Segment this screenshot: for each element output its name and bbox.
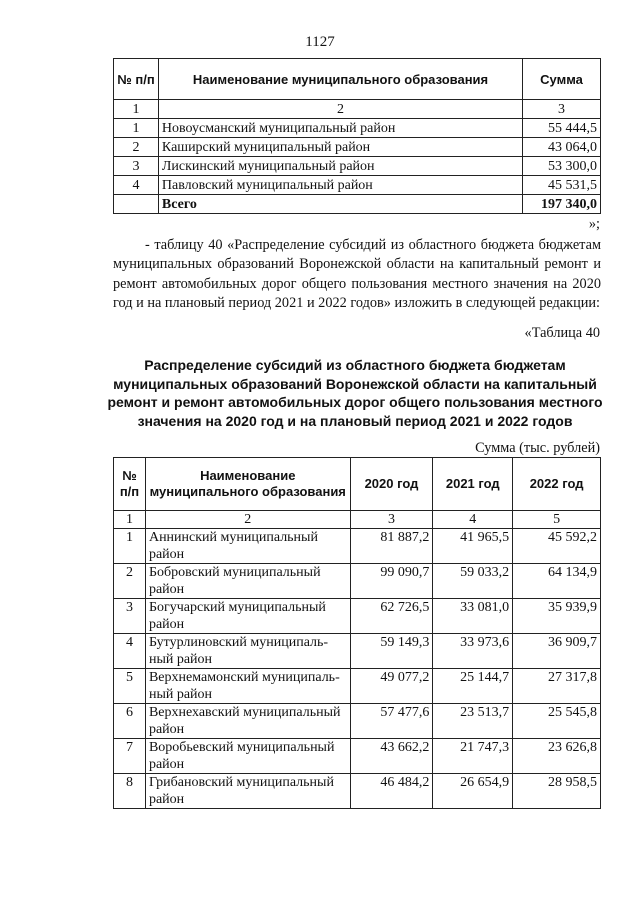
total-empty-cell [114, 195, 159, 214]
value-2022: 27 317,8 [513, 669, 601, 704]
total-label: Всего [158, 195, 522, 214]
row-number: 2 [114, 138, 159, 157]
value-2020: 46 484,2 [350, 774, 433, 809]
value-2022: 28 958,5 [513, 774, 601, 809]
value-2022: 25 545,8 [513, 704, 601, 739]
index-cell: 3 [350, 511, 433, 529]
sum-value: 43 064,0 [523, 138, 601, 157]
index-cell: 3 [523, 100, 601, 119]
col-header-number: № п/п [114, 59, 159, 100]
col-header-2022: 2022 год [513, 458, 601, 511]
municipality-name: Верхнехавский муниципальный район [145, 704, 350, 739]
value-2021: 41 965,5 [433, 529, 513, 564]
table-heading: Распределение субсидий из областного бюджета бюджетам муниципальных образований Воронежской области на капитальный ремонт и ремонт автомобильных дорог общего пользования местного значения на 2020 год и на плановый период 2021 и 2022 годов [107, 357, 603, 429]
sum-value: 55 444,5 [523, 119, 601, 138]
value-2020: 62 726,5 [350, 599, 433, 634]
row-number: 7 [114, 739, 146, 774]
row-number: 1 [114, 529, 146, 564]
value-2021: 23 513,7 [433, 704, 513, 739]
table-reference: «Таблица 40 [524, 325, 600, 341]
municipality-name: Каширский муниципальный район [158, 138, 522, 157]
table-header-row [114, 59, 601, 100]
table-row [114, 739, 601, 774]
value-2020: 59 149,3 [350, 634, 433, 669]
subsidy-table-by-year [113, 457, 601, 809]
value-2022: 23 626,8 [513, 739, 601, 774]
col-header-name: Наименование муниципального образования [145, 458, 350, 511]
municipality-name: Новоусманский муниципальный район [158, 119, 522, 138]
row-number: 3 [114, 599, 146, 634]
col-header-name: Наименование муниципального образования [158, 59, 522, 100]
value-2022: 36 909,7 [513, 634, 601, 669]
index-cell: 2 [158, 100, 522, 119]
table-header-row [114, 458, 601, 511]
value-2021: 33 973,6 [433, 634, 513, 669]
municipality-name: Воробьевский муниципальный район [145, 739, 350, 774]
municipality-name: Верхнемамонский муниципаль-ный район [145, 669, 350, 704]
table-row [114, 529, 601, 564]
col-header-number: № п/п [114, 458, 146, 511]
sum-value: 53 300,0 [523, 157, 601, 176]
col-header-2021: 2021 год [433, 458, 513, 511]
row-number: 8 [114, 774, 146, 809]
closing-quote: »; [588, 216, 600, 232]
value-2021: 21 747,3 [433, 739, 513, 774]
value-2022: 64 134,9 [513, 564, 601, 599]
index-cell: 5 [513, 511, 601, 529]
value-2020: 57 477,6 [350, 704, 433, 739]
table-row [114, 669, 601, 704]
row-number: 3 [114, 157, 159, 176]
table-total-row [114, 195, 601, 214]
sum-value: 45 531,5 [523, 176, 601, 195]
municipality-name: Бутурлиновский муниципаль-ный район [145, 634, 350, 669]
col-header-sum: Сумма [523, 59, 601, 100]
index-cell: 1 [114, 511, 146, 529]
row-number: 1 [114, 119, 159, 138]
row-number: 2 [114, 564, 146, 599]
row-number: 5 [114, 669, 146, 704]
total-value: 197 340,0 [523, 195, 601, 214]
table-index-row [114, 100, 601, 119]
index-cell: 1 [114, 100, 159, 119]
table-row [114, 119, 601, 138]
row-number: 4 [114, 634, 146, 669]
municipality-name: Аннинский муниципальный район [145, 529, 350, 564]
subsidy-table-summary [113, 58, 601, 214]
table-index-row [114, 511, 601, 529]
value-2022: 45 592,2 [513, 529, 601, 564]
table-row [114, 774, 601, 809]
value-2021: 59 033,2 [433, 564, 513, 599]
municipality-name: Богучарский муниципальный район [145, 599, 350, 634]
table-row [114, 564, 601, 599]
table-row [114, 599, 601, 634]
municipality-name: Грибановский муниципальный район [145, 774, 350, 809]
municipality-name: Лискинский муниципальный район [158, 157, 522, 176]
value-2021: 33 081,0 [433, 599, 513, 634]
value-2020: 81 887,2 [350, 529, 433, 564]
table-row [114, 157, 601, 176]
index-cell: 2 [145, 511, 350, 529]
units-note: Сумма (тыс. рублей) [475, 440, 600, 456]
value-2020: 49 077,2 [350, 669, 433, 704]
row-number: 4 [114, 176, 159, 195]
municipality-name: Павловский муниципальный район [158, 176, 522, 195]
table-row [114, 704, 601, 739]
row-number: 6 [114, 704, 146, 739]
value-2021: 25 144,7 [433, 669, 513, 704]
value-2020: 43 662,2 [350, 739, 433, 774]
page-number: 1127 [305, 34, 335, 50]
value-2021: 26 654,9 [433, 774, 513, 809]
table-row [114, 138, 601, 157]
table-row [114, 634, 601, 669]
col-header-2020: 2020 год [350, 458, 433, 511]
municipality-name: Бобровский муниципальный район [145, 564, 350, 599]
index-cell: 4 [433, 511, 513, 529]
table-row [114, 176, 601, 195]
value-2020: 99 090,7 [350, 564, 433, 599]
amendment-paragraph: - таблицу 40 «Распределение субсидий из областного бюджета бюджетам муниципальных образований Воронежской области на капитальный ремонт и ремонт автомобильных дорог общего пользования местного значения на 2020 год и на плановый период 2021 и 2022 годов» изложить в следующей редакции: [113, 237, 601, 312]
value-2022: 35 939,9 [513, 599, 601, 634]
